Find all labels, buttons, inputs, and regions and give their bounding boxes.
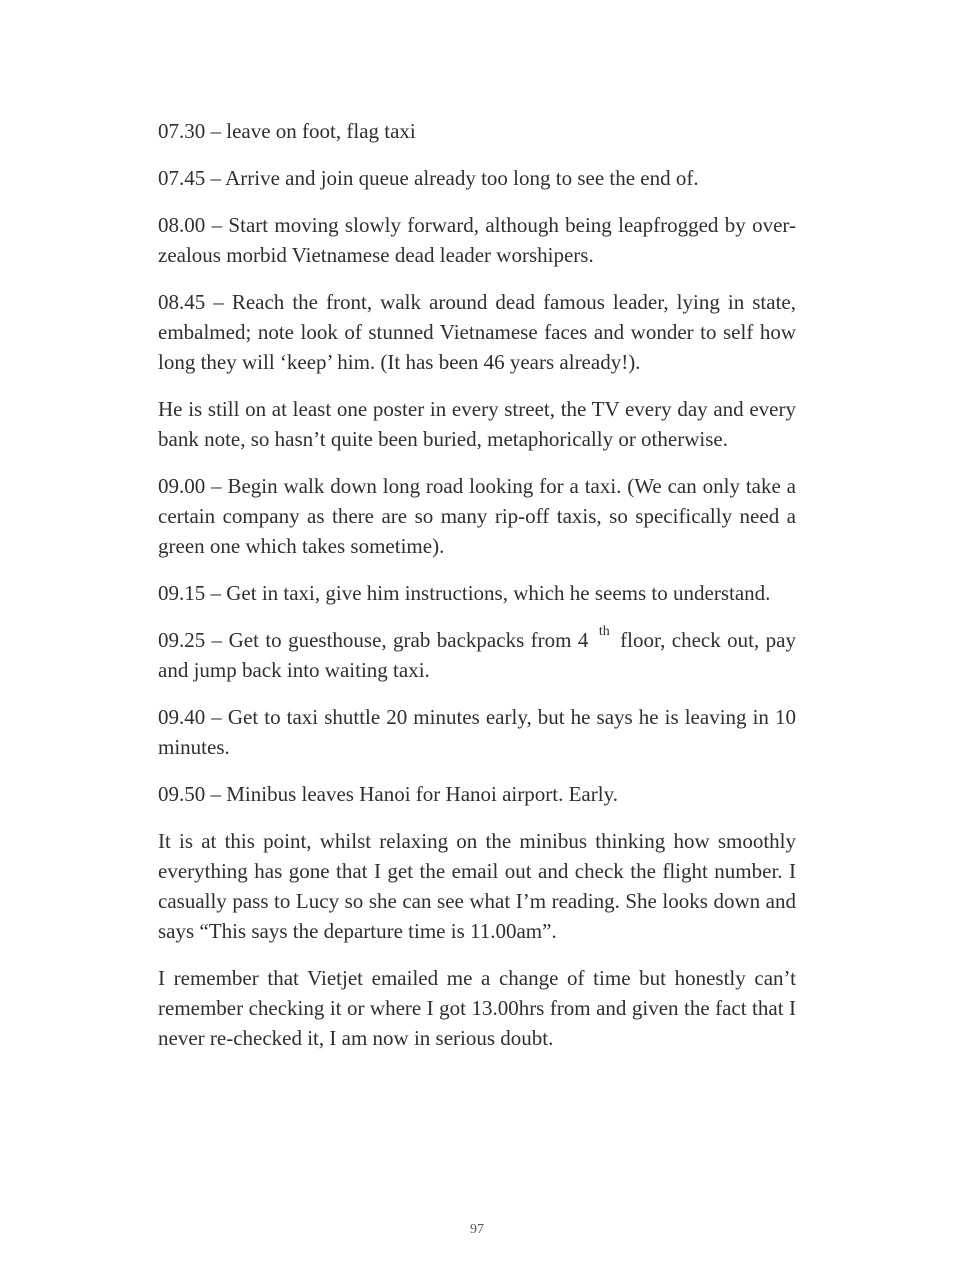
paragraph-0900: 09.00 – Begin walk down long road looking for a taxi. (We can only take a certain company as there are so many rip-off taxis, so specifically need a green one which takes sometime). bbox=[158, 474, 796, 558]
paragraph-0845: 08.45 – Reach the front, walk around dead famous leader, lying in state, embalmed; note look of stunned Vietnamese faces and wonder to self how long they will ‘keep’ him. (It has been 46 years already!). bbox=[158, 290, 796, 374]
paragraph-minibus: It is at this point, whilst relaxing on the minibus thinking how smoothly everything has gone that I get the email out and check the flight number. I casually pass to Lucy so she can see what I’m reading. She looks down and says “This says the departure time is 11.00am”. bbox=[158, 829, 796, 943]
paragraph-0745: 07.45 – Arrive and join queue already too long to see the end of. bbox=[158, 166, 699, 190]
paragraph-0915: 09.15 – Get in taxi, give him instructions, which he seems to understand. bbox=[158, 581, 771, 605]
paragraph-0940: 09.40 – Get to taxi shuttle 20 minutes early, but he says he is leaving in 10 minutes. bbox=[158, 705, 796, 759]
ordinal-superscript: th bbox=[598, 624, 610, 639]
paragraph-0925 bbox=[158, 625, 796, 685]
paragraph-0800: 08.00 – Start moving slowly forward, although being leapfrogged by over-zealous morbid Vietnamese dead leader worshipers. bbox=[158, 213, 796, 267]
paragraph-0950: 09.50 – Minibus leaves Hanoi for Hanoi airport. Early. bbox=[158, 782, 618, 806]
paragraph-0925-text-before: 09.25 – Get to guesthouse, grab backpacks from 4 bbox=[158, 628, 589, 652]
body-text bbox=[158, 116, 796, 1070]
paragraph-vietjet: I remember that Vietjet emailed me a change of time but honestly can’t remember checking it or where I got 13.00hrs from and given the fact that I never re-checked it, I am now in serious doubt. bbox=[158, 966, 796, 1050]
page-number: 97 bbox=[470, 1222, 484, 1237]
paragraph-poster: He is still on at least one poster in every street, the TV every day and every bank note, so hasn’t quite been buried, metaphorically or otherwise. bbox=[158, 397, 796, 451]
paragraph-0730: 07.30 – leave on foot, flag taxi bbox=[158, 119, 416, 143]
paragraph-0925-text-after: floor, check out, pay and jump back into waiting taxi. bbox=[158, 628, 796, 682]
